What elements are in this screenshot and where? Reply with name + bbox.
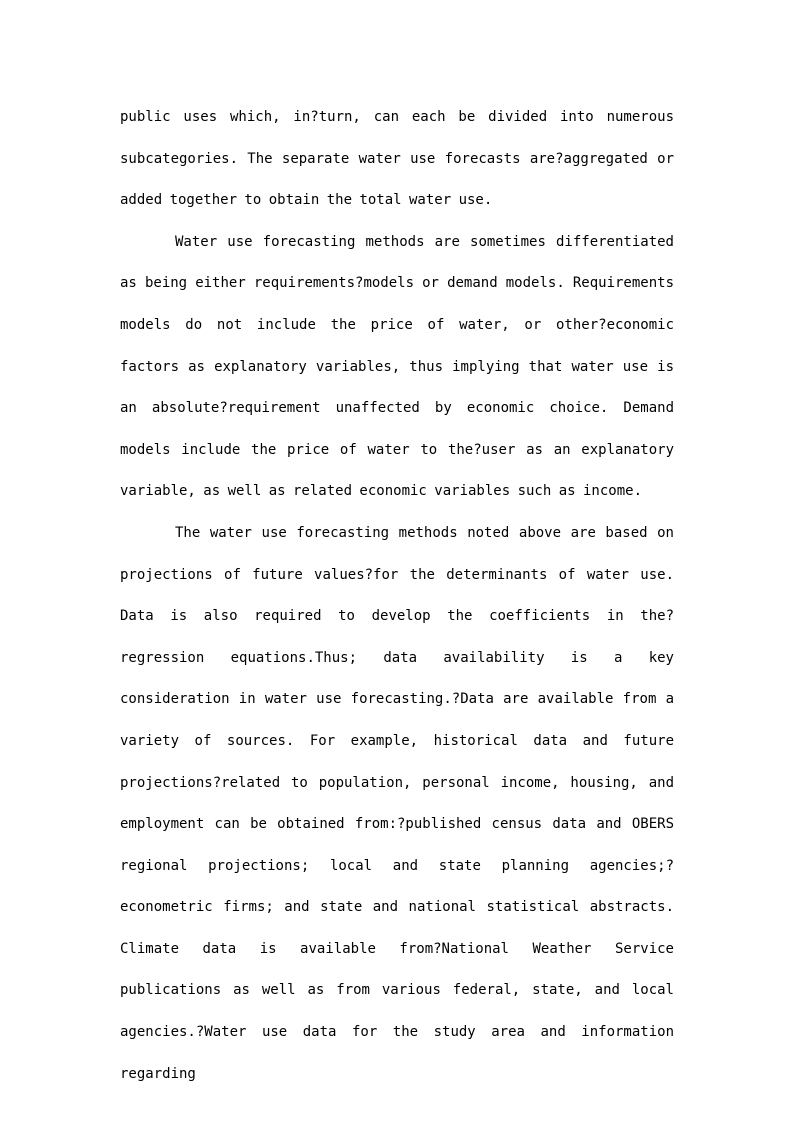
- paragraph-1: public uses which, in?turn, can each be divided into numerous subcategories. The separate water use forecasts are?aggregated or added together to obtain the total water use.: [120, 109, 674, 209]
- paragraph-3: The water use forecasting methods noted above are based on projections of future values?for the determinants of water use. Data is also required to develop the coefficients in the?regression equations.Thus; data availability is a key consideration in water use forecasting.?Data are available from a variety of sources. For example, historical data and future projections?related to population, personal income, housing, and employment can be obtained from:?published census data and OBERS regional projections; local and state planning agencies;?econometric firms; and state and national statistical abstracts. Climate data is available from?National Weather Service publications as well as from various federal, state, and local agencies.?Water use data for the study area and information regarding: [120, 524, 674, 1082]
- body-text: [120, 97, 674, 1095]
- paragraph-2: Water use forecasting methods are sometimes differentiated as being either requirements?models or demand models. Requirements models do not include the price of water, or other?economic factors as explanatory variables, thus implying that water use is an absolute?requirement unaffected by economic choice. Demand models include the price of water to the?user as an explanatory variable, as well as related economic variables such as income.: [120, 233, 674, 500]
